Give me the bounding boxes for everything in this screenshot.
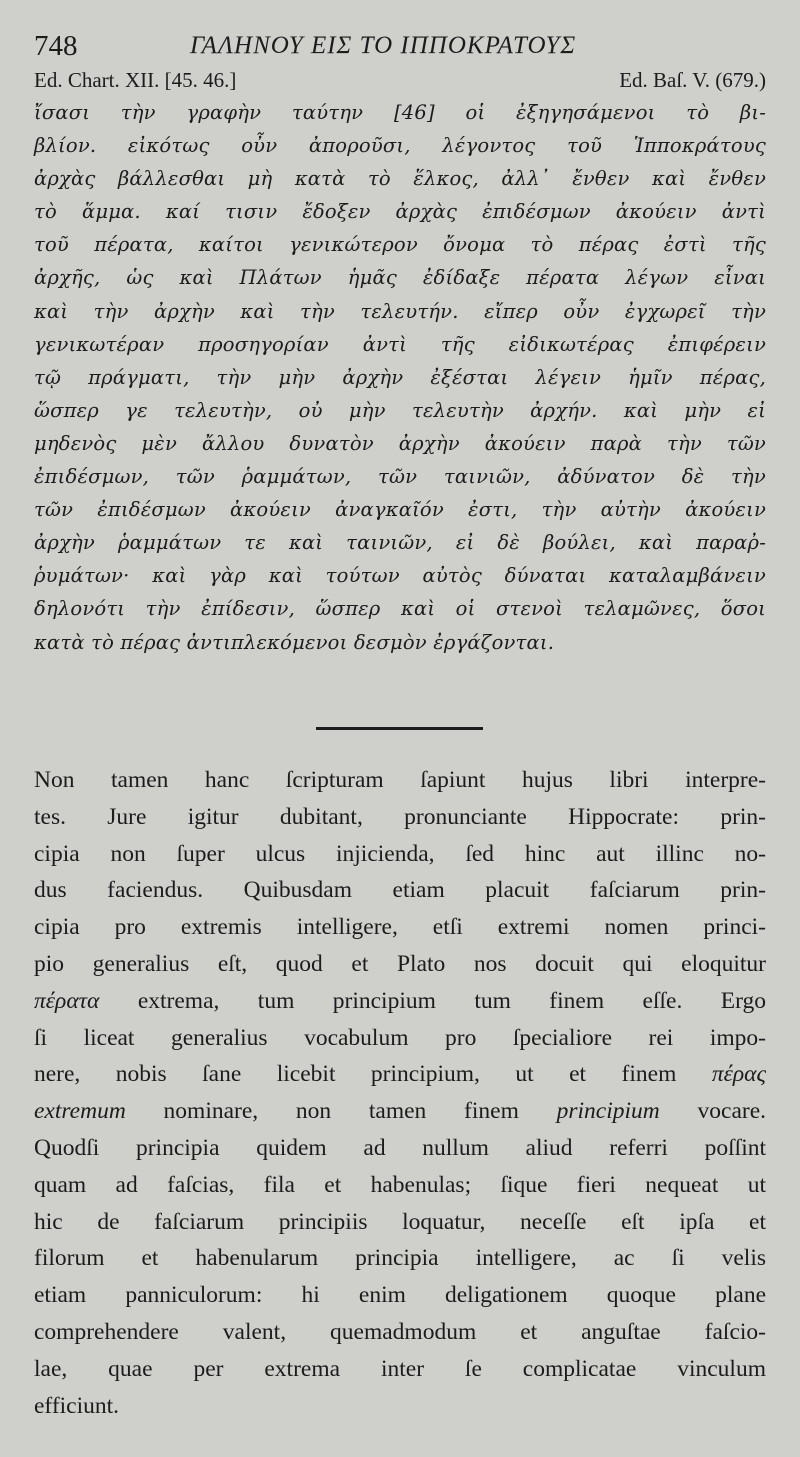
greek-text-line: βλίον. εἰκότως οὖν ἀποροῦσι, λέγοντος τοῦ Ἱπποκράτους	[34, 134, 766, 158]
greek-text-line: ἀρχῆς, ὡς καὶ Πλάτων ἡμᾶς ἐδίδαξε πέρατα λέγων εἶναι	[34, 266, 766, 290]
edition-references	[34, 68, 766, 96]
latin-text-segment: lae, quae per extrema inter ſe complicatae vinculum	[34, 1355, 766, 1382]
edition-chart-reference: Ed. Chart. XII. [45. 46.]	[34, 68, 237, 92]
latin-text-segment: Quodſi principia quidem ad nullum aliud referri poſſint	[34, 1134, 766, 1161]
latin-text-segment: nere, nobis ſane licebit principium, ut et finem	[34, 1061, 712, 1088]
latin-text-segment: extremum	[34, 1098, 126, 1125]
latin-text-line	[34, 1020, 766, 1057]
latin-text-segment: dus faciendus. Quibusdam etiam placuit faſciarum prin-	[34, 877, 766, 904]
latin-text-segment: comprehendere valent, quemadmodum et anguſtae faſcio-	[34, 1318, 766, 1345]
greek-text-line: ἐπιδέσμων, τῶν ῥαμμάτων, τῶν ταινιῶν, ἀδύνατον δὲ τὴν	[34, 465, 766, 489]
latin-text-line	[34, 946, 766, 983]
latin-text-line	[34, 1388, 766, 1425]
greek-text-line: καὶ τὴν ἀρχὴν καὶ τὴν τελευτήν. εἴπερ οὖν ἐγχωρεῖ τὴν	[34, 299, 766, 323]
latin-text-segment: vocare.	[659, 1098, 766, 1125]
latin-text-line	[34, 836, 766, 873]
latin-text-segment: principium	[556, 1098, 660, 1125]
greek-text-line: ὥσπερ γε τελευτὴν, οὐ μὴν τελευτὴν ἀρχήν. καὶ μὴν εἰ	[34, 398, 766, 422]
running-title: ΓΑΛΗΝΟΥ ΕΙΣ ΤΟ ΙΠΠΟΚΡΑΤΟΥΣ	[190, 32, 577, 59]
greek-text-line: γενικωτέραν προσηγορίαν ἀντὶ τῆς εἰδικωτέρας ἐπιφέρειν	[34, 332, 766, 356]
latin-text-segment: cipia pro extremis intelligere, etſi extremi nomen princi-	[34, 914, 766, 941]
page-number: 748	[34, 30, 78, 62]
latin-text-line	[34, 1167, 766, 1204]
latin-text-line	[34, 1093, 766, 1130]
latin-text-segment: cipia non ſuper ulcus injicienda, ſed hinc aut illinc no-	[34, 840, 766, 867]
latin-text-segment: Non tamen hanc ſcripturam ſapiunt hujus libri interpre-	[34, 767, 766, 793]
section-divider	[316, 727, 483, 730]
latin-text-line	[34, 909, 766, 946]
latin-text-line	[34, 1277, 766, 1314]
latin-text-line	[34, 799, 766, 836]
greek-text-line: κατὰ τὸ πέρας ἀντιπλεκόμενοι δεσμὸν ἐργάζονται.	[34, 630, 555, 654]
greek-text-line: δηλονότι τὴν ἐπίδεσιν, ὥσπερ καὶ οἱ στενοὶ τελαμῶνες, ὅσοι	[34, 597, 766, 621]
greek-text-line: τοῦ πέρατα, καίτοι γενικώτερον ὄνομα τὸ πέρας ἐστὶ τῆς	[34, 233, 766, 257]
latin-text-line	[34, 762, 766, 799]
greek-text-line: ἀρχὰς βάλλεσθαι μὴ κατὰ τὸ ἕλκος, ἀλλ᾽ ἔνθεν καὶ ἔνθεν	[34, 167, 766, 191]
latin-text-segment: nominare, non tamen finem	[125, 1098, 557, 1125]
latin-text-segment: filorum et habenularum principia intelligere, ac ſi velis	[34, 1245, 766, 1272]
latin-translation-block	[34, 762, 766, 1424]
latin-text-line	[34, 1130, 766, 1167]
latin-text-segment: tes. Jure igitur dubitant, pronunciante Hippocrate: prin-	[34, 803, 766, 830]
edition-basel-reference: Ed. Baſ. V. (679.)	[619, 68, 766, 92]
latin-text-segment: etiam panniculorum: hi enim deligationem quoque plane	[34, 1282, 766, 1309]
latin-text-line	[34, 872, 766, 909]
greek-text-line: μηδενὸς μὲν ἄλλου δυνατὸν ἀρχὴν ἀκούειν παρὰ τὴν τῶν	[34, 431, 766, 455]
latin-text-segment: πέρας	[711, 1061, 766, 1088]
page-header	[34, 28, 770, 64]
latin-text-segment: ſi liceat generalius vocabulum pro ſpecialiore rei impo-	[34, 1024, 766, 1051]
latin-text-line	[34, 1351, 766, 1388]
latin-text-line	[34, 1204, 766, 1241]
latin-text-line	[34, 1056, 766, 1093]
greek-text-line: τὸ ἅμμα. καί τισιν ἔδοξεν ἀρχὰς ἐπιδέσμων ἀκούειν ἀντὶ	[34, 200, 766, 224]
latin-text-line	[34, 983, 766, 1020]
greek-text-line: ἴσασι τὴν γραφὴν ταύτην [46] οἱ ἐξηγησάμενοι τὸ βι-	[34, 101, 766, 124]
latin-text-segment: extrema, tum principium tum finem eſſe. Ergo	[99, 987, 766, 1014]
greek-text-line: ῥυμάτων· καὶ γὰρ καὶ τούτων αὐτὸς δύναται καταλαμβάνειν	[34, 564, 766, 588]
latin-text-line	[34, 1240, 766, 1277]
greek-text-line: τῷ πράγματι, τὴν μὴν ἀρχὴν ἐξέσται λέγειν ἡμῖν πέρας,	[34, 365, 766, 389]
latin-text-segment: πέρατα	[34, 987, 100, 1014]
latin-text-segment: efficiunt.	[34, 1392, 120, 1419]
greek-text-line: τῶν ἐπιδέσμων ἀκούειν ἀναγκαῖόν ἐστι, τὴν αὐτὴν ἀκούειν	[34, 498, 766, 522]
latin-text-line	[34, 1314, 766, 1351]
greek-text-line: ἀρχὴν ῥαμμάτων τε καὶ ταινιῶν, εἰ δὲ βούλει, καὶ παραῤ-	[34, 531, 766, 555]
latin-text-segment: hic de faſciarum principiis loquatur, neceſſe eſt ipſa et	[34, 1208, 766, 1235]
greek-text-block	[34, 96, 766, 659]
latin-text-segment: quam ad faſcias, fila et habenulas; ſique fieri nequeat ut	[34, 1171, 766, 1198]
latin-text-segment: pio generalius eſt, quod et Plato nos docuit qui eloquitur	[34, 950, 766, 977]
